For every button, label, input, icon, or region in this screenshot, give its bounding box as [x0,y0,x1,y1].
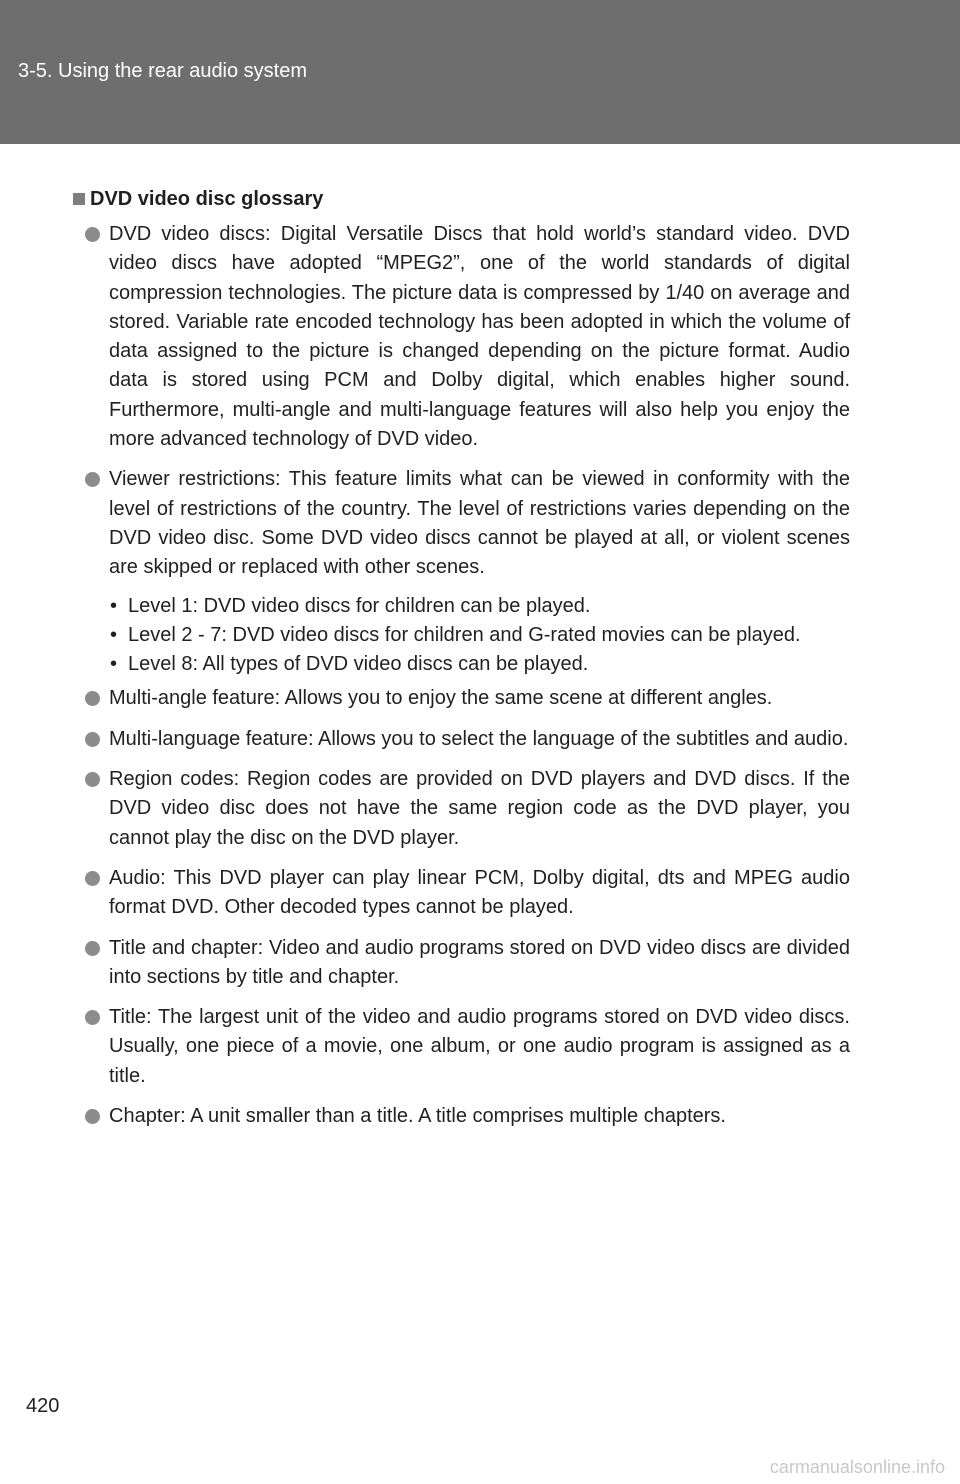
section-title: 3-5. Using the rear audio system [18,60,308,82]
small-bullet-icon: • [110,594,118,617]
small-bullet-icon: • [110,653,118,676]
glossary-entry-viewer-restrictions [72,465,850,679]
glossary-entry-chapter [72,1102,850,1131]
page-number: 420 [26,1395,60,1417]
list-item: • Level 2 - 7: DVD video discs for children and G-rated movies can be played. [109,621,850,650]
glossary-entry-title-and-chapter [72,934,850,993]
circle-bullet-icon [85,691,100,706]
circle-bullet-icon [85,772,100,787]
glossary-entry-multi-language [72,725,850,754]
glossary-section [72,184,850,1142]
glossary-entry-title [72,1003,850,1091]
small-bullet-icon: • [110,623,118,646]
entry-text: Viewer restrictions: This feature limits what can be viewed in conformity with the level of restrictions of the country. The level of restrictions varies depending on the DVD video disc. Some DVD video discs cannot be played at all, or violent scenes are skipped or replaced with other scenes. [109,468,850,579]
entry-text: DVD video discs: Digital Versatile Discs that hold world’s standard video. DVD video discs have adopted “MPEG2”, one of the world standards of digital compression technologies. The picture data is compressed by 1/40 on average and stored. Variable rate encoded technology has been adopted in which the volume of data assigned to the picture is changed depending on the picture format. Audio data is stored using PCM and Dolby digital, which enables higher sound. Furthermore, multi-angle and multi-language features will also help you enjoy the more advanced technology of DVD video. [109,223,850,451]
list-item: • Level 8: All types of DVD video discs can be played. [109,650,850,679]
glossary-entry-region-codes [72,765,850,853]
circle-bullet-icon [85,941,100,956]
entry-text: Audio: This DVD player can play linear PCM, Dolby digital, dts and MPEG audio format DVD. Other decoded types cannot be played. [109,866,850,919]
square-bullet-icon [73,193,85,205]
glossary-entry-multi-angle [72,684,850,713]
circle-bullet-icon [85,227,100,242]
circle-bullet-icon [85,871,100,886]
circle-bullet-icon [85,1109,100,1124]
restriction-levels-list [109,592,850,680]
entry-text: Title: The largest unit of the video and audio programs stored on DVD video discs. Usually, one piece of a movie, one album, or one audio program is assigned as a title. [109,1006,850,1087]
entry-text: Title and chapter: Video and audio programs stored on DVD video discs are divided into sections by title and chapter. [109,936,850,988]
circle-bullet-icon [85,1010,100,1025]
glossary-heading [72,184,850,214]
circle-bullet-icon [85,732,100,747]
entry-text: Multi-language feature: Allows you to select the language of the subtitles and audio. [109,727,849,750]
entry-text: Region codes: Region codes are provided on DVD players and DVD discs. If the DVD video disc does not have the same region code as the DVD player, you cannot play the disc on the DVD player. [109,768,850,849]
list-item: • Level 1: DVD video discs for children can be played. [109,592,850,621]
glossary-entry-audio [72,864,850,923]
watermark: carmanualsonline.info [769,1457,945,1477]
glossary-heading-text: DVD video disc glossary [90,188,324,210]
entry-text: Chapter: A unit smaller than a title. A title comprises multiple chapters. [109,1105,726,1128]
entry-text: Multi-angle feature: Allows you to enjoy the same scene at different angles. [109,687,773,710]
circle-bullet-icon [85,472,100,487]
page-header [0,0,960,144]
glossary-entry-dvd-video-discs [72,220,850,454]
